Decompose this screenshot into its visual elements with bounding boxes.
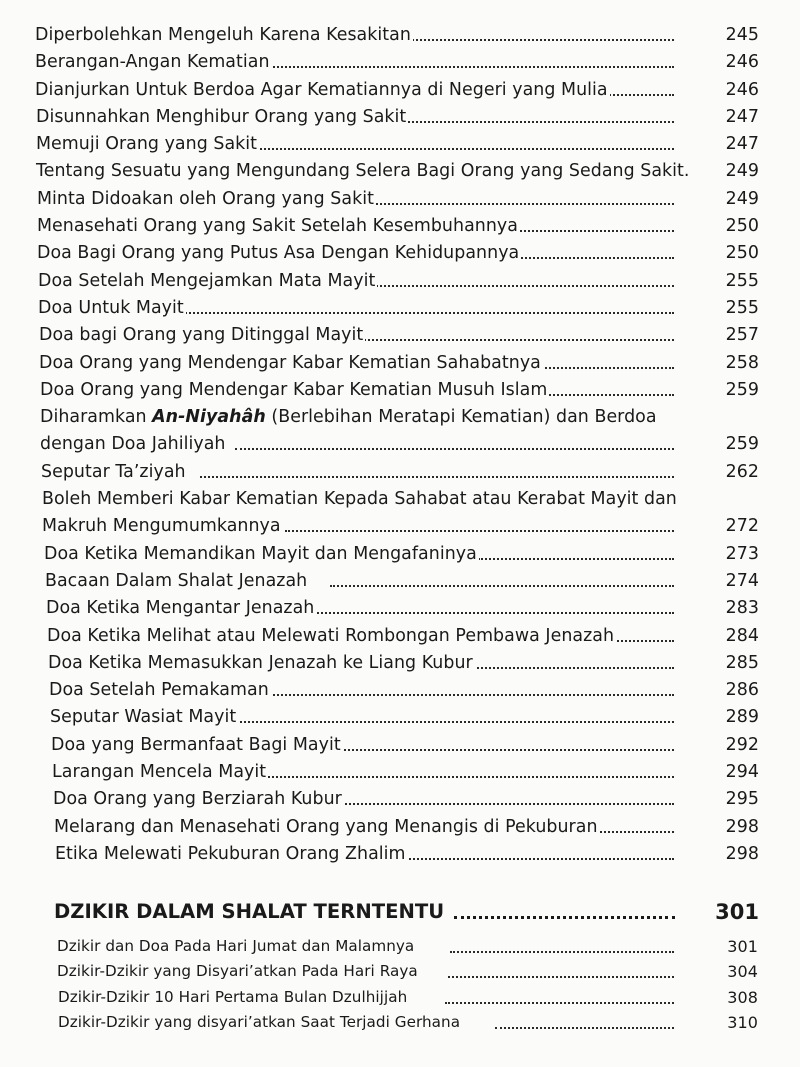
toc-entry-page: 250 — [725, 243, 759, 264]
toc-leader — [333, 747, 674, 751]
toc-entry — [0, 240, 800, 267]
toc-leader — [235, 446, 674, 450]
section-entry-title: Dzikir dan Doa Pada Hari Jumat dan Malamnya — [57, 934, 416, 959]
toc-leader — [330, 583, 674, 587]
toc-leader — [338, 801, 674, 805]
toc-entry-page: 259 — [725, 379, 759, 400]
toc-entry-page: 258 — [725, 352, 759, 373]
section-entries — [0, 934, 800, 1035]
section-page: 301 — [715, 900, 759, 924]
toc-entry — [0, 268, 800, 295]
toc-entry — [0, 623, 800, 650]
section-entry-page: 301 — [727, 937, 758, 956]
toc-leader — [268, 774, 674, 778]
toc-leader — [355, 201, 674, 205]
toc-entry-title: Doa Setelah Pemakaman — [49, 677, 271, 704]
toc-entry-title-line2: dengan Doa Jahiliyah — [40, 431, 228, 458]
section-leader — [454, 916, 675, 919]
toc-entry — [0, 350, 800, 377]
toc-entry-page: 247 — [725, 106, 759, 127]
toc-entry-page: 246 — [725, 52, 759, 73]
toc-entry — [0, 377, 800, 404]
toc-entry-page: 294 — [725, 762, 759, 783]
section-entry-title: Dzikir-Dzikir yang Disyari’atkan Pada Hari Raya — [57, 959, 420, 984]
toc-entry-page: 298 — [725, 816, 759, 837]
toc-entry-page: 292 — [725, 734, 759, 755]
toc-entry-title: Doa bagi Orang yang Ditinggal Mayit — [39, 322, 365, 349]
toc-entry-title: Tentang Sesuatu yang Mengundang Selera Bagi Orang yang Sedang Sakit. — [36, 158, 692, 185]
toc-entry — [0, 704, 800, 731]
toc-entry-title: Diperbolehkan Mengeluh Karena Kesakitan — [35, 22, 413, 49]
toc-entry-page: 298 — [725, 843, 759, 864]
section-entry — [0, 1010, 800, 1035]
toc-entry-page: 255 — [725, 270, 759, 291]
toc-entry-page: 284 — [725, 625, 759, 646]
toc-entry-title: Doa Ketika Memandikan Mayit dan Mengafaninya — [44, 541, 479, 568]
toc-entry — [0, 186, 800, 213]
toc-entry — [0, 22, 800, 49]
toc-entry-page: 272 — [725, 516, 759, 537]
toc-entry-title: Berangan-Angan Kematian — [35, 49, 272, 76]
toc-entry-title: Seputar Ta’ziyah — [41, 459, 188, 486]
toc-entry-title: Doa yang Bermanfaat Bagi Mayit — [51, 732, 343, 759]
toc-entry-page: 286 — [725, 680, 759, 701]
toc-entry-title: Larangan Mencela Mayit — [52, 759, 268, 786]
toc-leader — [470, 665, 674, 669]
toc-entry — [0, 158, 800, 185]
toc-entry-page: 273 — [725, 543, 759, 564]
toc-entry-page: 289 — [725, 707, 759, 728]
toc-entry-title: Minta Didoakan oleh Orang yang Sakit — [37, 186, 376, 213]
toc-leader — [606, 638, 674, 642]
toc-entry — [0, 786, 800, 813]
toc-entry — [0, 322, 800, 349]
section-entry-page: 304 — [727, 962, 758, 982]
toc-entry — [0, 841, 800, 868]
table-of-contents — [0, 22, 800, 868]
toc-entry — [0, 459, 800, 486]
toc-leader — [266, 692, 674, 696]
toc-leader — [182, 310, 674, 314]
toc-leader — [510, 255, 674, 259]
toc-entry-title: Dianjurkan Untuk Berdoa Agar Kematiannya di Negeri yang Mulia — [35, 77, 610, 104]
section-title: DZIKIR DALAM SHALAT TERNTENTU — [54, 896, 447, 928]
toc-entry — [0, 213, 800, 240]
section-entry-page: 310 — [727, 1012, 758, 1032]
toc-entry-page: 245 — [725, 25, 759, 45]
toc-entry-page: 274 — [725, 570, 759, 591]
toc-entry-title: Melarang dan Menasehati Orang yang Menangis di Pekuburan — [54, 814, 600, 841]
toc-entry-title: Doa Bagi Orang yang Putus Asa Dengan Kehidupannya — [37, 240, 521, 267]
toc-entry — [0, 104, 800, 131]
toc-entry-title-suffix: (Berlebihan Meratapi Kematian) dan Berdoa — [265, 407, 657, 428]
toc-entry — [0, 732, 800, 759]
section-entry — [0, 959, 800, 984]
toc-leader — [380, 119, 674, 123]
toc-entry-page: 262 — [725, 461, 759, 482]
toc-leader — [398, 856, 674, 860]
toc-entry — [0, 49, 800, 76]
toc-entry-page: 246 — [725, 79, 759, 100]
toc-entry-title: Boleh Memberi Kabar Kematian Kepada Sahabat atau Kerabat Mayit dan — [42, 486, 679, 513]
toc-entry — [0, 568, 800, 595]
toc-entry — [0, 131, 800, 158]
toc-entry-page: 285 — [725, 652, 759, 673]
toc-entry-title: Disunnahkan Menghibur Orang yang Sakit — [36, 104, 408, 131]
section-entry-title: Dzikir-Dzikir 10 Hari Pertama Bulan Dzulhijjah — [58, 985, 409, 1010]
toc-leader — [360, 283, 674, 287]
toc-entry-title-prefix: Diharamkan — [40, 407, 153, 428]
toc-leader — [232, 719, 674, 723]
toc-leader — [530, 365, 674, 369]
toc-entry — [0, 404, 800, 459]
toc-entry — [0, 650, 800, 677]
toc-entry-title: Doa Ketika Mengantar Jenazah — [46, 595, 316, 622]
toc-leader — [200, 474, 674, 478]
toc-leader — [445, 1000, 674, 1004]
toc-entry-page: 295 — [725, 789, 759, 810]
toc-entry — [0, 595, 800, 622]
toc-entry-title: Doa Ketika Memasukkan Jenazah ke Liang Kubur — [48, 650, 475, 677]
toc-entry-title — [40, 404, 659, 431]
toc-entry-page: 250 — [725, 216, 759, 237]
toc-entry-term: An-Niyahâh — [152, 407, 266, 428]
toc-entry-page: 247 — [725, 134, 759, 155]
toc-entry-title: Seputar Wasiat Mayit — [50, 704, 238, 731]
toc-leader — [380, 37, 674, 41]
toc-entry — [0, 77, 800, 104]
toc-leader — [250, 64, 674, 68]
toc-entry — [0, 541, 800, 568]
toc-leader — [240, 146, 674, 150]
toc-entry-page: 249 — [725, 188, 759, 209]
toc-entry-title: Doa Orang yang Mendengar Kabar Kematian Sahabatnya — [39, 350, 543, 377]
toc-entry-page: 249 — [725, 161, 759, 182]
toc-leader — [500, 228, 674, 232]
toc-entry — [0, 486, 800, 541]
toc-leader — [450, 949, 674, 953]
toc-entry-title: Doa Orang yang Berziarah Kubur — [53, 786, 344, 813]
section-entry-page: 308 — [727, 987, 758, 1007]
toc-entry-page: 283 — [725, 598, 759, 619]
section-entry — [0, 985, 800, 1010]
toc-entry-title: Memuji Orang yang Sakit — [36, 131, 259, 158]
toc-entry-title: Doa Orang yang Mendengar Kabar Kematian Musuh Islam — [40, 377, 549, 404]
toc-entry — [0, 759, 800, 786]
toc-leader — [355, 337, 674, 341]
toc-entry — [0, 814, 800, 841]
toc-entry-title: Bacaan Dalam Shalat Jenazah — [45, 568, 309, 595]
toc-entry-page: 255 — [725, 297, 759, 318]
toc-entry-title-line2: Makruh Mengumumkannya — [42, 513, 283, 540]
toc-entry-title: Doa Ketika Melihat atau Melewati Rombongan Pembawa Jenazah — [47, 623, 616, 650]
toc-entry-page: 259 — [725, 434, 759, 455]
toc-leader — [314, 610, 674, 614]
toc-entry — [0, 295, 800, 322]
toc-leader — [588, 829, 674, 833]
toc-entry-page: 257 — [725, 325, 759, 346]
toc-entry-title: Menasehati Orang yang Sakit Setelah Kesembuhannya — [37, 213, 520, 240]
toc-entry-title: Etika Melewati Pekuburan Orang Zhalim — [55, 841, 408, 868]
section-entry — [0, 934, 800, 959]
toc-leader — [448, 974, 674, 978]
toc-leader — [285, 528, 674, 532]
toc-entry — [0, 677, 800, 704]
toc-leader — [478, 556, 674, 560]
toc-leader — [495, 1025, 674, 1029]
toc-entry-title: Doa Untuk Mayit — [38, 295, 186, 322]
section-heading — [54, 896, 759, 928]
section-entry-title: Dzikir-Dzikir yang disyari’atkan Saat Terjadi Gerhana — [58, 1010, 462, 1035]
toc-entry-title: Doa Setelah Mengejamkan Mata Mayit — [38, 268, 377, 295]
